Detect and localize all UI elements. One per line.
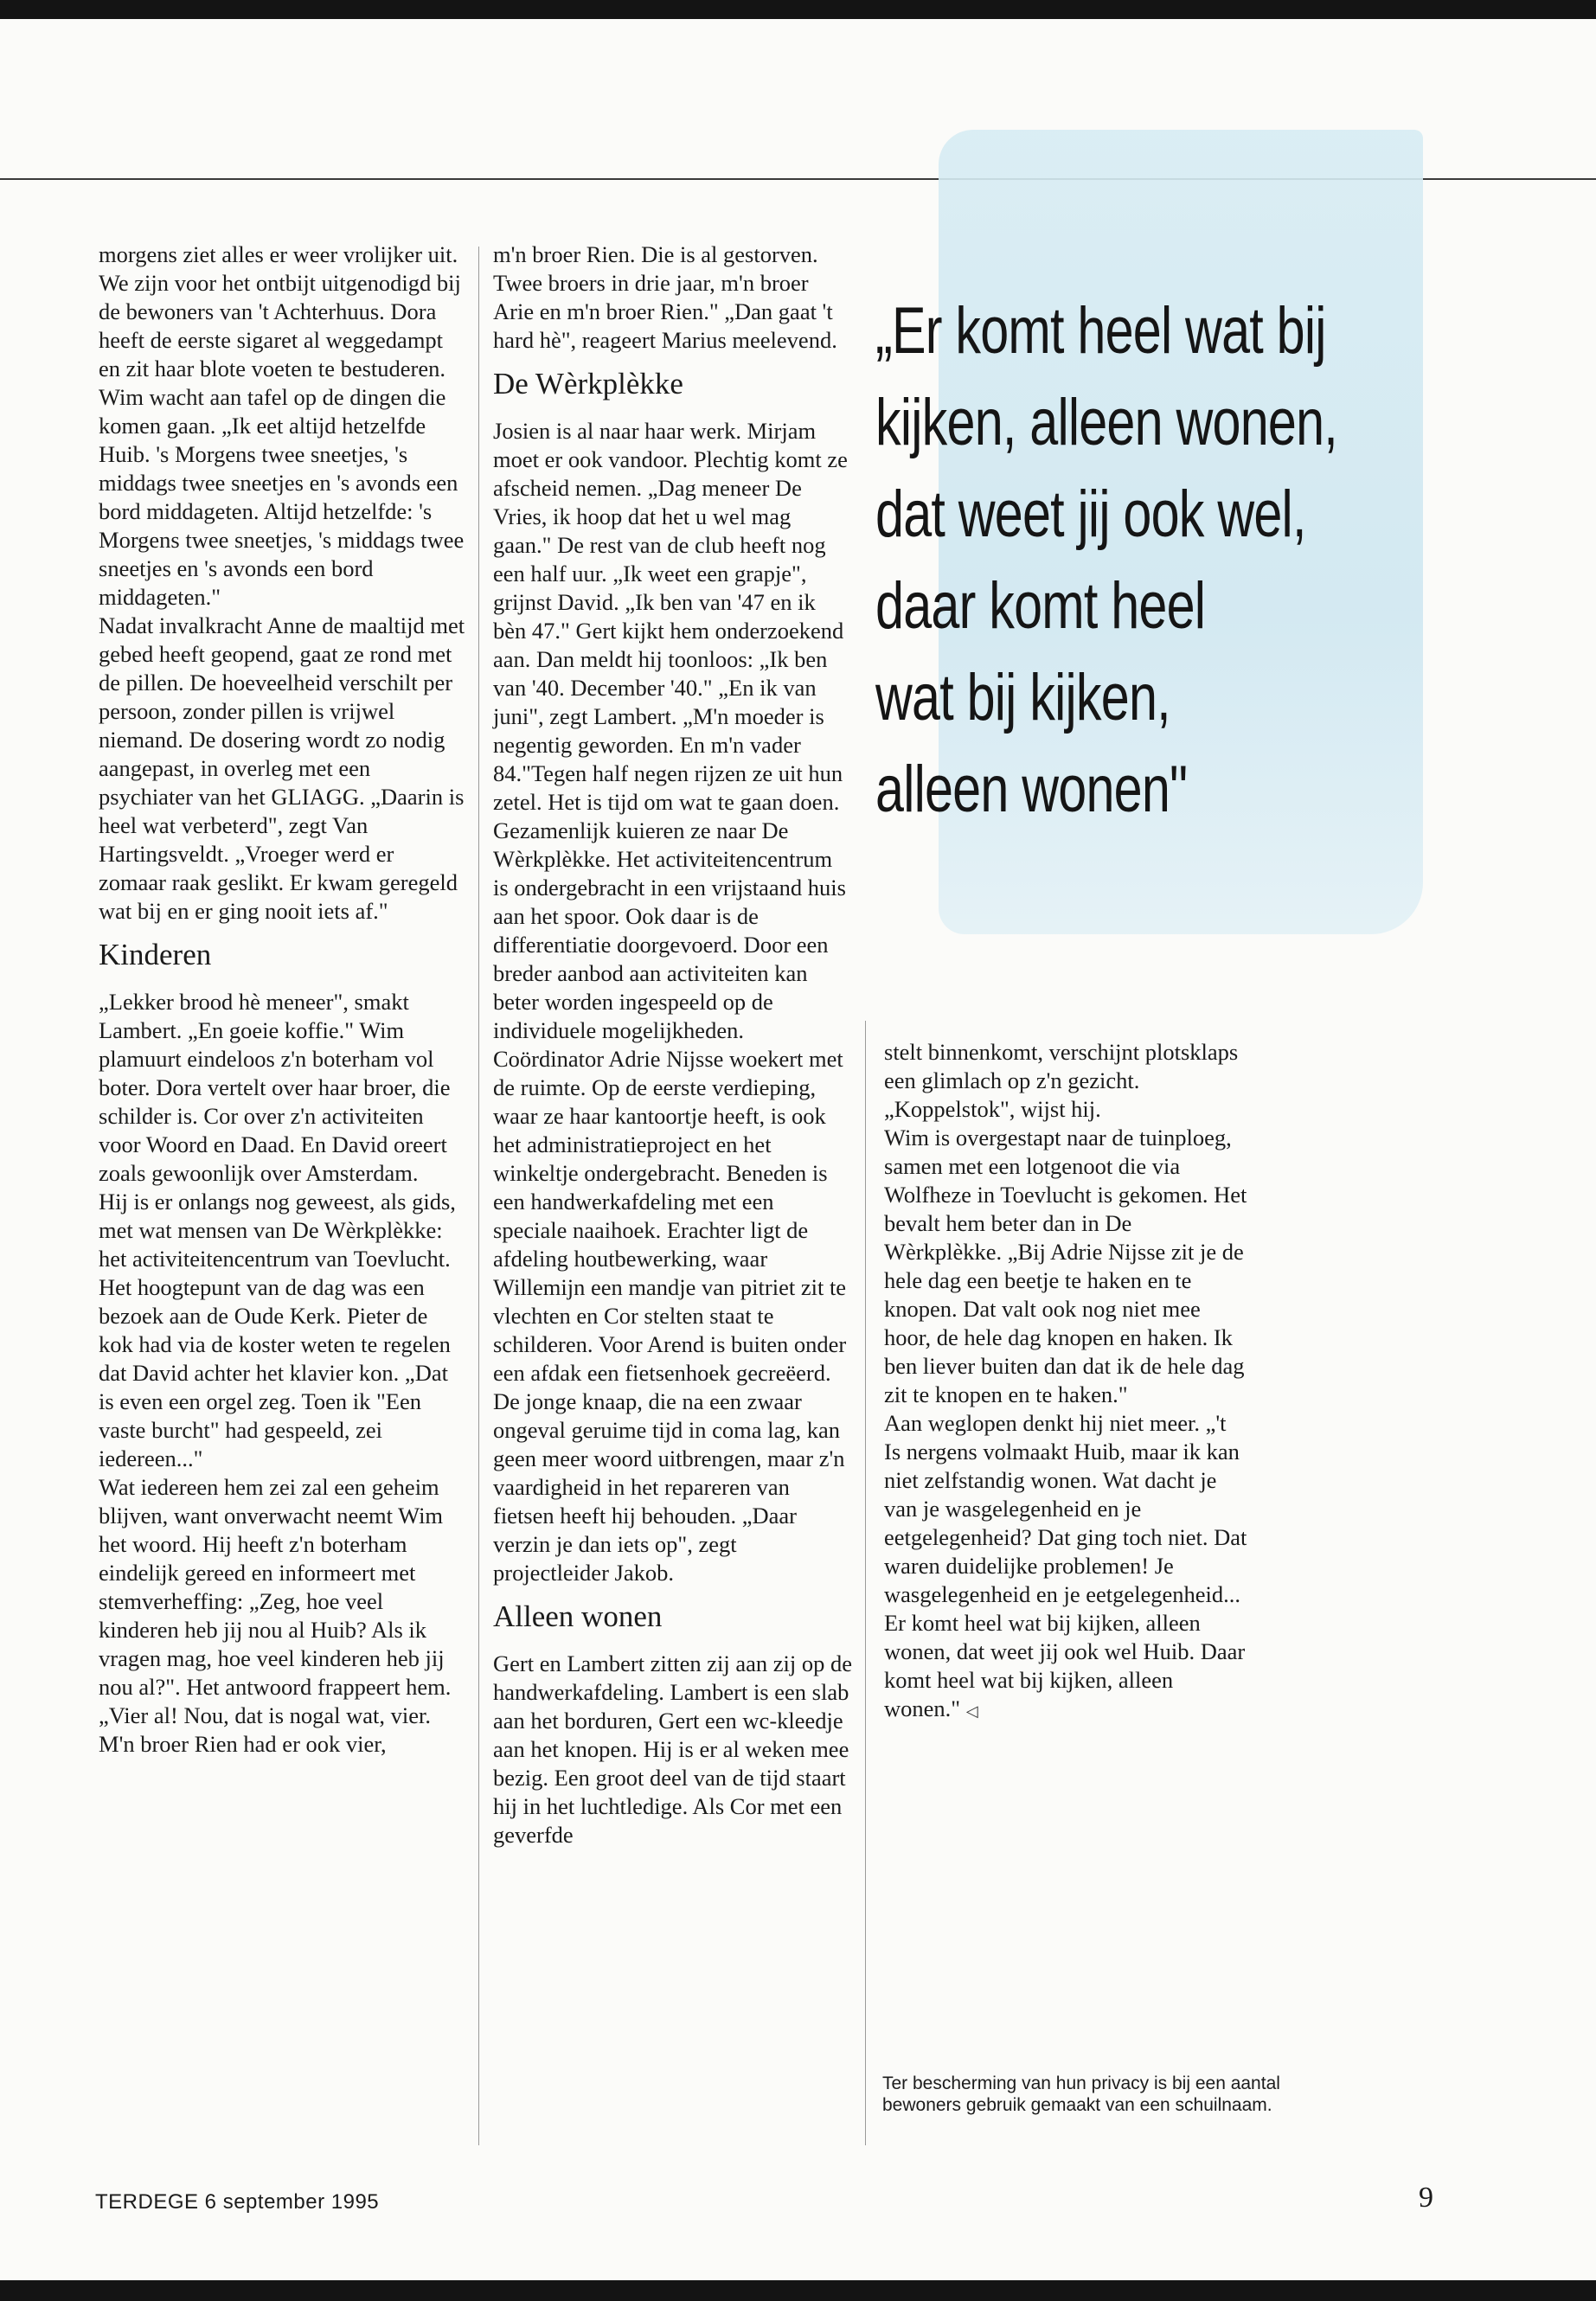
section-heading-kinderen: Kinderen	[99, 938, 212, 971]
pull-quote-line: „Er komt heel wat bij	[875, 294, 1326, 368]
scan-edge-bottom	[0, 2280, 1596, 2301]
section-heading-werkplekke: De Wèrkplèkke	[493, 367, 683, 401]
column-divider-2	[865, 1021, 866, 2145]
paragraph: Josien is al naar haar werk. Mirjam moet er ook vandoor. Plechtig komt ze afscheid nemen. „Dag meneer De Vries, ik hoop dat het u wel mag gaan." De rest van de club heeft nog een half uur. „Ik weet een grapje", grijnst David. „Ik ben van '47 en ik bèn 47." Gert kijkt hem onderzoekend aan. Dan meldt hij toonloos: „Ik ben van '40. December '40." „En ik van juni", zegt Lambert. „M'n moeder is negentig geworden. En m'n vader 84."Tegen half negen rijzen ze uit hun zetel. Het is tijd om wat te gaan doen. Gezamenlijk kuieren ze naar De Wèrkplèkke. Het activiteitencentrum is ondergebracht in een vrijstaand huis aan het spoor. Ook daar is de differentiatie doorgevoerd. Door een breder aanbod aan activiteiten kan beter worden ingespeeld op de individuele mogelijkheden. Coördinator Adrie Nijsse woekert met de ruimte. Op de eerste verdieping, waar ze haar kantoortje heeft, is ook het administratieproject en het winkeltje ondergebracht. Beneden is een handwerkafdeling met een speciale naaihoek. Erachter ligt de afdeling houtbewerking, waar Willemijn een mandje van pitriet zit te vlechten en Cor stelten staat te schilderen. Voor Arend is buiten onder een afdak een fietsenhoek gecreëerd. De jonge knaap, die na een zwaar ongeval geruime tijd in coma lag, kan geen meer woord uitbrengen, maar z'n vaardigheid in het repareren van fietsen heeft hij behouden. „Daar verzin je dan iets op", zegt projectleider Jakob.	[493, 418, 848, 1586]
paragraph: Gert en Lambert zitten zij aan zij op de handwerkafdeling. Lambert is een slab aan het borduren, Gert een wc-kleedje aan het knopen. Hij is er al weken mee bezig. Een groot deel van de tijd staart hij in het luchtledige. Als Cor met een geverfde	[493, 1650, 852, 1848]
article-column-2	[493, 240, 853, 1849]
pull-quote	[875, 285, 1401, 836]
page-number: 9	[1419, 2182, 1433, 2214]
pull-quote-line: dat weet jij ook wel,	[875, 478, 1306, 551]
paragraph: Wim is overgestapt naar de tuinploeg, samen met een lotgenoot die via Wolfheze in Toevlucht is gekomen. Het bevalt hem beter dan in De Wèrkplèkke. „Bij Adrie Nijsse zit je de hele dag een beetje te haken en te knopen. Dat valt ook nog niet mee hoor, de hele dag knopen en haken. Ik ben liever buiten dan dat ik de hele dag zit te knopen en te haken."	[884, 1125, 1247, 1407]
paragraph: Nadat invalkracht Anne de maaltijd met gebed heeft geopend, gaat ze rond met de pillen. De hoeveelheid verschilt per persoon, zonder pillen is vrijwel niemand. De dosering wordt zo nodig aangepast, in overleg met een psychiater van het GLIAGG. „Daarin is heel wat verbeterd", zegt Van Hartingsveldt. „Vroeger werd er zomaar raak geslikt. Er kwam geregeld wat bij en er ging nooit iets af."	[99, 612, 465, 924]
pull-quote-line: wat bij kijken,	[875, 661, 1170, 734]
paragraph-text: Aan weglopen denkt hij niet meer. „'t Is nergens volmaakt Huib, maar ik kan niet zelfstandig wonen. Wat dacht je van je wasgelegenheid en je eetgelegenheid? Dat ging toch niet. Dat waren duidelijke problemen! Je wasgelegenheid en je eetgelegenheid... Er komt heel wat bij kijken, alleen wonen, dat weet jij ook wel Huib. Daar komt heel wat bij kijken, alleen wonen."	[884, 1410, 1247, 1721]
pull-quote-line: alleen wonen"	[875, 753, 1188, 826]
paragraph	[884, 1409, 1247, 1726]
column-divider-1	[478, 247, 479, 2145]
end-of-article-icon: ◁	[965, 1702, 978, 1721]
paragraph: m'n broer Rien. Die is al gestorven. Twee broers in drie jaar, m'n broer Arie en m'n broer Rien." „Dan gaat 't hard hè", reageert Marius meelevend.	[493, 241, 837, 353]
paragraph: „Lekker brood hè meneer", smakt Lambert. „En goeie koffie." Wim plamuurt eindeloos z'n boterham vol boter. Dora vertelt over haar broer, die schilder is. Cor over z'n activiteiten voor Woord en Daad. En David oreert zoals gewoonlijk over Amsterdam.	[99, 989, 451, 1186]
pull-quote-line: daar komt heel	[875, 569, 1206, 643]
privacy-caption: Ter bescherming van hun privacy is bij een aantal bewoners gebruik gemaakt van een schuilnaam.	[882, 2073, 1280, 2115]
paragraph: Hij is er onlangs nog geweest, als gids, met wat mensen van De Wèrkplèkke: het activiteitencentrum van Toevlucht. Het hoogtepunt van de dag was een bezoek aan de Oude Kerk. Pieter de kok had via de koster weten te regelen dat David achter het klavier kon. „Dat is even een orgel zeg. Toen ik "Een vaste burcht" had gespeeld, zei iedereen..."	[99, 1189, 456, 1471]
paragraph: stelt binnenkomt, verschijnt plotsklaps een glimlach op z'n gezicht. „Koppelstok", wijst hij.	[884, 1039, 1239, 1122]
scan-edge-top	[0, 0, 1596, 19]
paragraph: We zijn voor het ontbijt uitgenodigd bij de bewoners van 't Achterhuus. Dora heeft de eerste sigaret al weggedampt en zit haar blote voeten te bestuderen. Wim wacht aan tafel op de dingen die komen gaan. „Ik eet altijd hetzelfde Huib. 's Morgens twee sneetjes, 's middags twee sneetjes en 's avonds een bord middageten. Altijd hetzelfde: 's Morgens twee sneetjes, 's middags twee sneetjes en 's avonds een bord middageten."	[99, 270, 465, 610]
article-column-1	[99, 240, 466, 1759]
paragraph: morgens ziet alles er weer vrolijker uit.	[99, 241, 458, 267]
article-column-3	[884, 1038, 1247, 1726]
publication-footer: TERDEGE 6 september 1995	[95, 2190, 380, 2214]
paragraph: Wat iedereen hem zei zal een geheim blijven, want onverwacht neemt Wim het woord. Hij heeft z'n boterham eindelijk gereed en informeert met stemverheffing: „Zeg, hoe veel kinderen heb jij nou al Huib? Als ik vragen mag, hoe veel kinderen heb jij nou al?". Het antwoord frappeert hem. „Vier al! Nou, dat is nogal wat, vier. M'n broer Rien had er ook vier,	[99, 1474, 452, 1757]
pull-quote-line: kijken, alleen wonen,	[875, 386, 1337, 459]
section-heading-alleen-wonen: Alleen wonen	[493, 1599, 663, 1633]
